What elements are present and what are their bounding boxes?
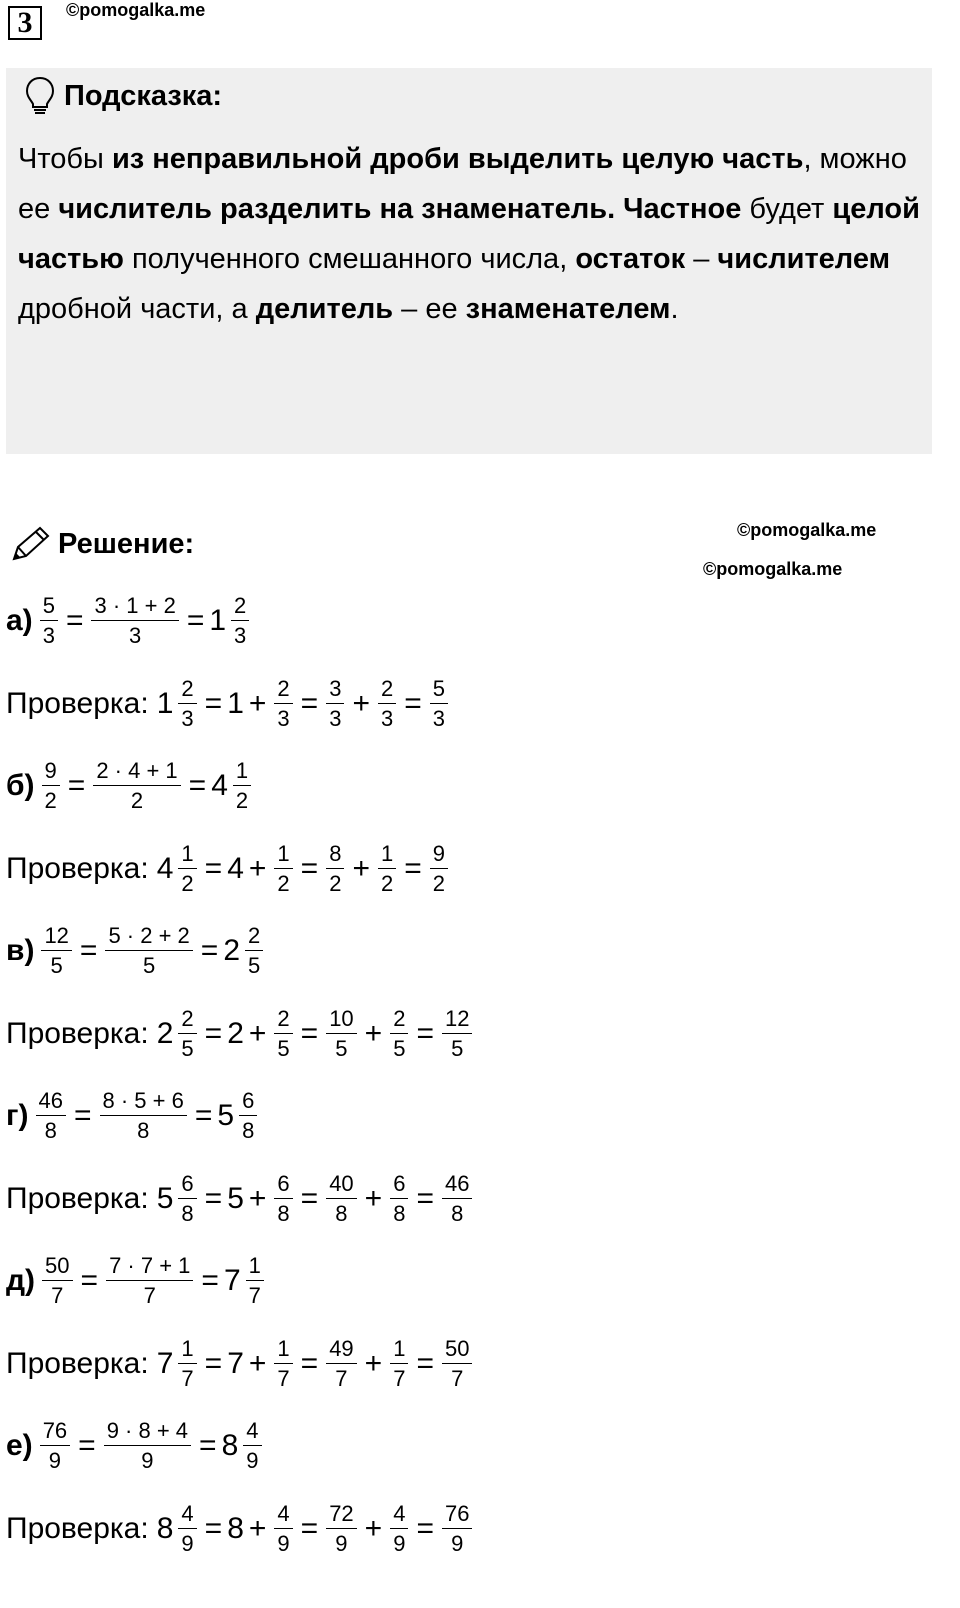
check-label: Проверка: — [6, 1016, 149, 1050]
lightbulb-icon — [24, 76, 56, 116]
term: 2 — [227, 1016, 244, 1050]
fraction-numerator: 8 · 5 + 6 — [102, 1088, 184, 1113]
item-label: е) — [6, 1429, 33, 1462]
fraction — [326, 1170, 356, 1226]
fraction-denominator: 8 — [100, 1115, 187, 1142]
fraction-numerator: 1 — [181, 840, 194, 866]
fraction-denominator: 2 — [42, 785, 60, 812]
operator: = — [65, 604, 84, 637]
fraction-denominator: 9 — [40, 1445, 70, 1472]
fraction — [178, 1005, 196, 1061]
fraction — [40, 1420, 70, 1472]
whole-part: 7 — [156, 1346, 174, 1380]
fraction — [178, 1500, 196, 1556]
fraction-numerator: 50 — [444, 1335, 470, 1361]
fraction — [178, 1335, 196, 1391]
operator: = — [204, 851, 223, 885]
fraction — [231, 595, 249, 647]
fraction-denominator: 2 — [274, 868, 292, 895]
fraction — [274, 1335, 292, 1391]
fraction — [274, 1500, 292, 1556]
check-label: Проверка: — [6, 1511, 149, 1545]
operator: + — [364, 1511, 383, 1545]
fraction-denominator: 7 — [274, 1363, 292, 1390]
fraction-numerator: 72 — [329, 1500, 354, 1526]
fraction-numerator: 46 — [38, 1088, 63, 1113]
fraction-denominator: 2 — [93, 785, 180, 812]
operator: = — [416, 1016, 434, 1050]
whole-part: 4 — [156, 851, 174, 885]
fraction-denominator: 2 — [178, 868, 196, 895]
fraction — [105, 925, 192, 977]
fraction-numerator: 9 — [44, 758, 57, 783]
item-label: в) — [6, 934, 35, 967]
fraction-numerator: 1 — [393, 1335, 406, 1361]
whole-part: 7 — [223, 1264, 241, 1297]
whole-part: 1 — [156, 686, 174, 720]
fraction-denominator: 3 — [178, 703, 196, 730]
fraction — [41, 925, 71, 977]
operator: + — [364, 1181, 383, 1215]
fraction-denominator: 2 — [233, 785, 251, 812]
fraction — [378, 675, 396, 731]
fraction-denominator: 9 — [178, 1528, 196, 1555]
hint-text-segment: Чтобы — [18, 143, 112, 175]
operator: + — [248, 686, 267, 720]
fraction-denominator: 5 — [390, 1033, 408, 1060]
operator: + — [364, 1016, 383, 1050]
operator: + — [248, 1511, 267, 1545]
fraction-numerator: 4 — [277, 1500, 290, 1526]
fraction-numerator: 46 — [444, 1170, 470, 1196]
fraction-numerator: 49 — [329, 1335, 354, 1361]
fraction — [178, 675, 196, 731]
check-line — [6, 834, 451, 904]
hint-text-segment: дробной части, а — [18, 293, 256, 325]
check-line — [6, 999, 475, 1069]
hint-bold-text: числитель разделить на знаменатель. Частное — [58, 193, 742, 225]
fraction-numerator: 1 — [380, 840, 394, 866]
fraction-denominator: 5 — [41, 950, 71, 977]
operator: = — [300, 851, 319, 885]
hint-bold-text: из неправильной дроби выделить целую часть — [111, 143, 804, 175]
fraction — [93, 760, 180, 812]
operator: = — [79, 934, 98, 967]
fraction-numerator: 76 — [42, 1418, 68, 1443]
calc-line — [6, 1411, 265, 1481]
operator: = — [199, 1429, 217, 1462]
fraction-denominator: 8 — [326, 1198, 356, 1225]
hint-text-segment: полученного смешанного числа, — [123, 243, 576, 275]
hint-text-segment: . — [670, 293, 679, 325]
operator: = — [200, 934, 219, 967]
check-label: Проверка: — [6, 1181, 149, 1215]
hint-text-segment: – — [685, 243, 718, 275]
whole-part: 5 — [217, 1099, 235, 1132]
operator: + — [248, 1181, 267, 1215]
fraction-denominator: 3 — [430, 703, 448, 730]
operator: = — [204, 1346, 223, 1380]
fraction-numerator: 2 — [277, 675, 290, 701]
term: 5 — [227, 1181, 244, 1215]
item-label: д) — [6, 1264, 36, 1297]
fraction — [104, 1420, 191, 1472]
term: 7 — [227, 1346, 244, 1380]
fraction-numerator: 2 — [393, 1005, 406, 1031]
operator: = — [300, 686, 319, 720]
fraction — [326, 675, 344, 731]
fraction-denominator: 2 — [378, 868, 396, 895]
fraction-denominator: 9 — [390, 1528, 408, 1555]
whole-part: 8 — [156, 1511, 174, 1545]
operator: = — [300, 1181, 319, 1215]
operator: + — [248, 851, 267, 885]
fraction — [42, 1255, 72, 1307]
hint-bold-text: делитель — [255, 293, 394, 325]
fraction-numerator: 9 · 8 + 4 — [106, 1418, 189, 1443]
fraction-numerator: 8 — [329, 840, 342, 866]
fraction — [91, 595, 178, 647]
operator: = — [416, 1511, 434, 1545]
fraction-denominator: 3 — [378, 703, 396, 730]
operator: = — [80, 1264, 99, 1297]
operator: = — [204, 686, 223, 720]
solution-title-text: Решение: — [58, 527, 195, 560]
fraction-numerator: 2 — [181, 675, 194, 701]
calc-line — [6, 916, 266, 986]
hint-box — [6, 68, 932, 454]
fraction-denominator: 3 — [40, 620, 58, 647]
check-line — [6, 1494, 475, 1564]
term: 8 — [227, 1511, 244, 1545]
hint-title — [24, 76, 222, 116]
fraction — [40, 595, 58, 647]
task-number: 3 — [8, 6, 42, 40]
fraction-numerator: 2 — [248, 923, 261, 948]
item-label: б) — [6, 769, 35, 802]
fraction-numerator: 2 — [234, 593, 247, 618]
hint-text-segment: будет — [741, 193, 833, 225]
fraction-denominator: 8 — [239, 1115, 257, 1142]
fraction-numerator: 1 — [277, 840, 290, 866]
operator: = — [416, 1346, 434, 1380]
operator: = — [186, 604, 205, 637]
fraction-denominator: 8 — [390, 1198, 408, 1225]
fraction — [42, 760, 60, 812]
term: 4 — [227, 851, 244, 885]
fraction — [430, 675, 448, 731]
fraction — [390, 1335, 408, 1391]
fraction — [274, 1170, 292, 1226]
fraction-numerator: 2 — [277, 1005, 290, 1031]
check-line — [6, 1329, 475, 1399]
operator: = — [188, 769, 207, 802]
fraction-numerator: 5 — [432, 675, 445, 701]
check-label: Проверка: — [6, 851, 149, 885]
operator: = — [404, 851, 422, 885]
fraction — [378, 840, 396, 896]
fraction — [100, 1090, 187, 1142]
fraction-numerator: 4 — [246, 1418, 259, 1443]
hint-title-text: Подсказка: — [64, 79, 223, 112]
operator: = — [67, 769, 86, 802]
fraction-numerator: 5 · 2 + 2 — [108, 923, 190, 948]
watermark-mid-1: ©pomogalka.me — [737, 520, 877, 540]
whole-part: 2 — [223, 934, 241, 967]
fraction — [239, 1090, 257, 1142]
fraction-denominator: 7 — [390, 1363, 408, 1390]
hint-bold-text: знаменателем — [465, 293, 671, 325]
fraction-denominator: 7 — [326, 1363, 356, 1390]
fraction — [326, 1500, 356, 1556]
hint-bold-text: остаток — [575, 243, 686, 275]
fraction — [442, 1500, 472, 1556]
fraction — [178, 840, 196, 896]
operator: = — [201, 1264, 219, 1297]
fraction-numerator: 76 — [444, 1500, 470, 1526]
fraction — [274, 840, 292, 896]
hint-text — [18, 134, 923, 334]
term: 1 — [227, 686, 244, 720]
calc-line — [6, 586, 252, 656]
fraction-numerator: 3 · 1 + 2 — [94, 593, 176, 618]
fraction-numerator: 6 — [277, 1170, 290, 1196]
fraction-denominator: 7 — [106, 1280, 193, 1307]
operator: = — [204, 1016, 223, 1050]
fraction-numerator: 2 — [181, 1005, 194, 1031]
fraction — [390, 1005, 408, 1061]
fraction-numerator: 10 — [329, 1005, 354, 1031]
fraction-denominator: 8 — [178, 1198, 196, 1225]
operator: + — [248, 1346, 267, 1380]
fraction-denominator: 9 — [104, 1445, 191, 1472]
fraction — [390, 1500, 408, 1556]
hint-text-segment: – ее — [393, 293, 466, 325]
pencil-icon — [10, 525, 52, 563]
hint-bold-text: целой частью — [18, 193, 920, 275]
fraction-denominator: 2 — [326, 868, 344, 895]
whole-part: 8 — [221, 1429, 239, 1462]
fraction-denominator: 9 — [243, 1445, 261, 1472]
fraction-numerator: 40 — [329, 1170, 354, 1196]
operator: + — [248, 1016, 267, 1050]
fraction-numerator: 1 — [181, 1335, 194, 1361]
whole-part: 4 — [211, 769, 228, 802]
fraction-denominator: 5 — [442, 1033, 472, 1060]
fraction-numerator: 50 — [45, 1253, 70, 1278]
fraction — [245, 925, 263, 977]
fraction — [326, 1005, 356, 1061]
fraction-numerator: 1 — [248, 1253, 261, 1278]
fraction — [246, 1255, 264, 1307]
fraction-numerator: 4 — [393, 1500, 406, 1526]
whole-part: 5 — [156, 1181, 174, 1215]
fraction-denominator: 3 — [326, 703, 344, 730]
fraction-denominator: 3 — [91, 620, 178, 647]
operator: + — [352, 851, 370, 885]
fraction-numerator: 12 — [44, 923, 69, 948]
watermark-top: ©pomogalka.me — [66, 0, 206, 20]
fraction-denominator: 8 — [442, 1198, 472, 1225]
operator: = — [73, 1099, 92, 1132]
operator: = — [78, 1429, 96, 1462]
fraction-numerator: 6 — [181, 1170, 194, 1196]
fraction-denominator: 5 — [245, 950, 263, 977]
hint-bold-text: числителем — [717, 243, 891, 275]
fraction-denominator: 9 — [442, 1528, 472, 1555]
operator: = — [194, 1099, 213, 1132]
fraction-denominator: 5 — [178, 1033, 196, 1060]
fraction — [106, 1255, 193, 1307]
calc-line — [6, 1246, 267, 1316]
fraction-numerator: 6 — [393, 1170, 406, 1196]
fraction-denominator: 7 — [442, 1363, 472, 1390]
fraction — [442, 1335, 472, 1391]
fraction-numerator: 2 — [380, 675, 394, 701]
calc-line — [6, 751, 254, 821]
fraction-numerator: 1 — [235, 758, 249, 783]
fraction-numerator: 4 — [181, 1500, 194, 1526]
check-label: Проверка: — [6, 686, 149, 720]
watermark-mid-2: ©pomogalka.me — [703, 559, 843, 579]
fraction-denominator: 7 — [178, 1363, 196, 1390]
fraction — [326, 840, 344, 896]
fraction-denominator: 8 — [36, 1115, 66, 1142]
operator: = — [204, 1511, 223, 1545]
fraction-denominator: 5 — [326, 1033, 356, 1060]
fraction — [274, 675, 292, 731]
fraction-denominator: 9 — [326, 1528, 356, 1555]
fraction-numerator: 6 — [242, 1088, 255, 1113]
whole-part: 2 — [156, 1016, 174, 1050]
fraction-denominator: 5 — [274, 1033, 292, 1060]
fraction-denominator: 3 — [231, 620, 249, 647]
fraction — [274, 1005, 292, 1061]
fraction — [326, 1335, 356, 1391]
solution-title — [10, 525, 194, 563]
fraction-denominator: 8 — [274, 1198, 292, 1225]
operator: = — [300, 1016, 319, 1050]
fraction-numerator: 12 — [444, 1005, 470, 1031]
check-label: Проверка: — [6, 1346, 149, 1380]
operator: + — [364, 1346, 383, 1380]
hint-text-segment: , можно ее — [18, 143, 907, 225]
operator: = — [416, 1181, 434, 1215]
fraction — [430, 840, 448, 896]
operator: + — [352, 686, 370, 720]
fraction-denominator: 2 — [430, 868, 448, 895]
check-line — [6, 669, 451, 739]
fraction — [442, 1170, 472, 1226]
fraction-denominator: 3 — [274, 703, 292, 730]
fraction-numerator: 3 — [329, 675, 342, 701]
operator: = — [204, 1181, 223, 1215]
fraction-numerator: 2 · 4 + 1 — [96, 758, 178, 783]
fraction-denominator: 7 — [246, 1280, 264, 1307]
fraction-numerator: 1 — [277, 1335, 290, 1361]
fraction — [233, 760, 251, 812]
fraction — [36, 1090, 66, 1142]
fraction-denominator: 5 — [105, 950, 192, 977]
item-label: г) — [6, 1099, 29, 1132]
fraction-denominator: 9 — [274, 1528, 292, 1555]
check-line — [6, 1164, 475, 1234]
operator: = — [300, 1511, 319, 1545]
operator: = — [300, 1346, 319, 1380]
fraction — [243, 1420, 261, 1472]
whole-part: 1 — [209, 604, 227, 637]
fraction — [178, 1170, 196, 1226]
fraction-numerator: 9 — [432, 840, 445, 866]
calc-line — [6, 1081, 260, 1151]
item-label: а) — [6, 604, 33, 637]
fraction — [390, 1170, 408, 1226]
operator: = — [404, 686, 422, 720]
fraction-denominator: 7 — [42, 1280, 72, 1307]
fraction-numerator: 5 — [42, 593, 55, 618]
fraction-numerator: 7 · 7 + 1 — [109, 1253, 191, 1278]
fraction — [442, 1005, 472, 1061]
